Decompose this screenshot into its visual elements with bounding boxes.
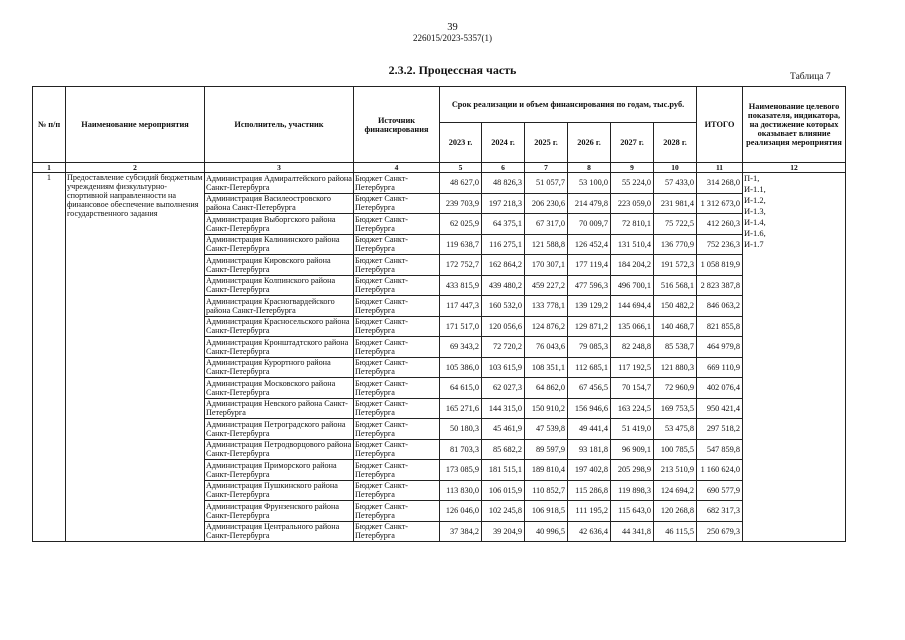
value-2026-cell: 156 946,6: [568, 398, 611, 419]
executor-cell: Администрация Кронштадтского района Санкт-Петербурга: [205, 337, 354, 358]
value-2023-cell: 50 180,3: [440, 419, 482, 440]
indicator-list: [743, 173, 846, 542]
value-2024-cell: 39 204,9: [482, 521, 525, 542]
header-source: Источник финансирования: [354, 87, 440, 163]
header-year-2025: 2025 г.: [525, 123, 568, 163]
executor-cell: Администрация Невского района Санкт-Петербурга: [205, 398, 354, 419]
value-2026-cell: 70 009,7: [568, 214, 611, 235]
source-cell: Бюджет Санкт-Петербурга: [354, 501, 440, 522]
value-2024-cell: 439 480,2: [482, 275, 525, 296]
value-2028-cell: 231 981,4: [654, 193, 697, 214]
source-cell: Бюджет Санкт-Петербурга: [354, 214, 440, 235]
value-2028-cell: 213 510,9: [654, 460, 697, 481]
value-2025-cell: 459 227,2: [525, 275, 568, 296]
value-2023-cell: 113 830,0: [440, 480, 482, 501]
value-2024-cell: 62 027,3: [482, 378, 525, 399]
value-2023-cell: 48 627,0: [440, 173, 482, 194]
value-2023-cell: 172 752,7: [440, 255, 482, 276]
value-2024-cell: 64 375,1: [482, 214, 525, 235]
value-2028-cell: 85 538,7: [654, 337, 697, 358]
value-2024-cell: 72 720,2: [482, 337, 525, 358]
executor-cell: Администрация Приморского района Санкт-Петербурга: [205, 460, 354, 481]
value-2026-cell: 129 871,2: [568, 316, 611, 337]
column-index: 12: [743, 163, 846, 173]
value-2028-cell: 169 753,5: [654, 398, 697, 419]
source-cell: Бюджет Санкт-Петербурга: [354, 337, 440, 358]
column-index: 3: [205, 163, 354, 173]
value-2028-cell: 121 880,3: [654, 357, 697, 378]
total-cell: 690 577,9: [697, 480, 743, 501]
source-cell: Бюджет Санкт-Петербурга: [354, 255, 440, 276]
value-2025-cell: 121 588,8: [525, 234, 568, 255]
source-cell: Бюджет Санкт-Петербурга: [354, 296, 440, 317]
source-cell: Бюджет Санкт-Петербурга: [354, 234, 440, 255]
column-index: 6: [482, 163, 525, 173]
header-year-2026: 2026 г.: [568, 123, 611, 163]
value-2026-cell: 49 441,4: [568, 419, 611, 440]
value-2026-cell: 139 129,2: [568, 296, 611, 317]
column-index: 7: [525, 163, 568, 173]
value-2028-cell: 53 475,8: [654, 419, 697, 440]
value-2027-cell: 70 154,7: [611, 378, 654, 399]
value-2023-cell: 433 815,9: [440, 275, 482, 296]
event-number: 1: [33, 173, 66, 542]
executor-cell: Администрация Курортного района Санкт-Петербурга: [205, 357, 354, 378]
total-cell: 547 859,8: [697, 439, 743, 460]
executor-cell: Администрация Калининского района Санкт-Петербурга: [205, 234, 354, 255]
value-2024-cell: 85 682,2: [482, 439, 525, 460]
value-2027-cell: 223 059,0: [611, 193, 654, 214]
source-cell: Бюджет Санкт-Петербурга: [354, 275, 440, 296]
executor-cell: Администрация Петроградского района Санкт-Петербурга: [205, 419, 354, 440]
value-2027-cell: 82 248,8: [611, 337, 654, 358]
column-index: 8: [568, 163, 611, 173]
value-2023-cell: 62 025,9: [440, 214, 482, 235]
total-cell: 402 076,4: [697, 378, 743, 399]
total-cell: 950 421,4: [697, 398, 743, 419]
total-cell: 464 979,8: [697, 337, 743, 358]
value-2025-cell: 108 351,1: [525, 357, 568, 378]
value-2026-cell: 126 452,4: [568, 234, 611, 255]
indicator-item: И-1.4,: [744, 217, 766, 227]
value-2024-cell: 102 245,8: [482, 501, 525, 522]
header-executor: Исполнитель, участник: [205, 87, 354, 163]
value-2027-cell: 163 224,5: [611, 398, 654, 419]
value-2024-cell: 160 532,0: [482, 296, 525, 317]
total-cell: 2 823 387,8: [697, 275, 743, 296]
total-cell: 297 518,2: [697, 419, 743, 440]
source-cell: Бюджет Санкт-Петербурга: [354, 173, 440, 194]
value-2028-cell: 72 960,9: [654, 378, 697, 399]
header-year-2023: 2023 г.: [440, 123, 482, 163]
column-index: 4: [354, 163, 440, 173]
total-cell: 682 317,3: [697, 501, 743, 522]
executor-cell: Администрация Адмиралтейского района Санкт-Петербурга: [206, 173, 352, 192]
source-cell: Бюджет Санкт-Петербурга: [354, 357, 440, 378]
value-2025-cell: 189 810,4: [525, 460, 568, 481]
value-2023-cell: 69 343,2: [440, 337, 482, 358]
financing-table: [32, 86, 846, 542]
value-2025-cell: 40 996,5: [525, 521, 568, 542]
value-2027-cell: 44 341,8: [611, 521, 654, 542]
total-cell: 314 268,0: [697, 173, 743, 194]
value-2023-cell: 165 271,6: [440, 398, 482, 419]
source-cell: Бюджет Санкт-Петербурга: [354, 521, 440, 542]
source-cell: Бюджет Санкт-Петербурга: [354, 378, 440, 399]
value-2025-cell: 124 876,2: [525, 316, 568, 337]
value-2025-cell: 89 597,9: [525, 439, 568, 460]
value-2027-cell: 51 419,0: [611, 419, 654, 440]
value-2027-cell: 496 700,1: [611, 275, 654, 296]
value-2027-cell: 115 643,0: [611, 501, 654, 522]
column-index: 10: [654, 163, 697, 173]
indicator-item: П-1,: [744, 173, 760, 183]
value-2026-cell: 477 596,3: [568, 275, 611, 296]
executor-cell: Администрация Фрунзенского района Санкт-Петербурга: [205, 501, 354, 522]
source-cell: Бюджет Санкт-Петербурга: [354, 316, 440, 337]
source-cell: Бюджет Санкт-Петербурга: [354, 460, 440, 481]
column-index-row: [33, 163, 846, 173]
value-2024-cell: 116 275,1: [482, 234, 525, 255]
source-cell: Бюджет Санкт-Петербурга: [354, 480, 440, 501]
value-2025-cell: 133 778,1: [525, 296, 568, 317]
value-2023-cell: 126 046,0: [440, 501, 482, 522]
value-2023-cell: 171 517,0: [440, 316, 482, 337]
value-2026-cell: 177 119,4: [568, 255, 611, 276]
column-index: 9: [611, 163, 654, 173]
value-2025-cell: 170 307,1: [525, 255, 568, 276]
page-number: 39: [447, 22, 458, 33]
document-id: 226015/2023-5357(1): [413, 33, 492, 43]
value-2024-cell: 48 826,3: [482, 173, 525, 194]
executor-cell: Администрация Василеостровского района Санкт-Петербурга: [205, 193, 354, 214]
value-2028-cell: 120 268,8: [654, 501, 697, 522]
value-2023-cell: 117 447,3: [440, 296, 482, 317]
value-2027-cell: 205 298,9: [611, 460, 654, 481]
column-index: 11: [697, 163, 743, 173]
executor-cell: Администрация Пушкинского района Санкт-Петербурга: [205, 480, 354, 501]
value-2027-cell: 135 066,1: [611, 316, 654, 337]
value-2025-cell: 67 317,0: [525, 214, 568, 235]
value-2027-cell: 55 224,0: [611, 173, 654, 194]
value-2024-cell: 106 015,9: [482, 480, 525, 501]
total-cell: 752 236,3: [697, 234, 743, 255]
value-2023-cell: 37 384,2: [440, 521, 482, 542]
value-2027-cell: 117 192,5: [611, 357, 654, 378]
executor-cell: Администрация Петродворцового района Санкт-Петербурга: [205, 439, 354, 460]
column-index: 5: [440, 163, 482, 173]
value-2028-cell: 150 482,2: [654, 296, 697, 317]
value-2026-cell: 53 100,0: [568, 173, 611, 194]
column-index: 1: [33, 163, 66, 173]
total-cell: 250 679,3: [697, 521, 743, 542]
header-year-2028: 2028 г.: [654, 123, 697, 163]
value-2024-cell: 197 218,3: [482, 193, 525, 214]
value-2027-cell: 96 909,1: [611, 439, 654, 460]
value-2024-cell: 181 515,1: [482, 460, 525, 481]
source-cell: Бюджет Санкт-Петербурга: [354, 439, 440, 460]
value-2028-cell: 136 770,9: [654, 234, 697, 255]
value-2025-cell: 106 918,5: [525, 501, 568, 522]
event-name: Предоставление субсидий бюджетным учреждениям физкультурно-спортивной направленности на финансовое обеспечение выполнения государственного задания: [66, 173, 205, 542]
executor-cell: Администрация Центрального района Санкт-Петербурга: [205, 521, 354, 542]
value-2026-cell: 197 402,8: [568, 460, 611, 481]
value-2028-cell: 191 572,3: [654, 255, 697, 276]
value-2026-cell: 111 195,2: [568, 501, 611, 522]
value-2025-cell: 76 043,6: [525, 337, 568, 358]
value-2025-cell: 64 862,0: [525, 378, 568, 399]
total-cell: 669 110,9: [697, 357, 743, 378]
indicator-item: И-1.1,: [744, 184, 766, 194]
value-2024-cell: 162 864,2: [482, 255, 525, 276]
executor-cell: Администрация Московского района Санкт-Петербурга: [205, 378, 354, 399]
value-2024-cell: 120 056,6: [482, 316, 525, 337]
total-cell: 1 058 819,9: [697, 255, 743, 276]
value-2025-cell: 51 057,7: [525, 173, 568, 194]
indicator-item: И-1.2,: [744, 195, 766, 205]
value-2025-cell: 206 230,6: [525, 193, 568, 214]
value-2027-cell: 131 510,4: [611, 234, 654, 255]
source-cell: Бюджет Санкт-Петербурга: [354, 419, 440, 440]
value-2028-cell: 124 694,2: [654, 480, 697, 501]
section-title: 2.3.2. Процессная часть: [388, 63, 517, 77]
value-2023-cell: 64 615,0: [440, 378, 482, 399]
value-2023-cell: 105 386,0: [440, 357, 482, 378]
executor-cell: Администрация Кировского района Санкт-Петербурга: [205, 255, 354, 276]
value-2026-cell: 214 479,8: [568, 193, 611, 214]
value-2025-cell: 110 852,7: [525, 480, 568, 501]
executor-cell: Администрация Выборгского района Санкт-Петербурга: [205, 214, 354, 235]
header-num: № п/п: [33, 87, 66, 163]
total-cell: 821 855,8: [697, 316, 743, 337]
indicator-item: И-1.6,: [744, 228, 766, 238]
value-2023-cell: 173 085,9: [440, 460, 482, 481]
value-2026-cell: 93 181,8: [568, 439, 611, 460]
value-2025-cell: 47 539,8: [525, 419, 568, 440]
value-2026-cell: 115 286,8: [568, 480, 611, 501]
value-2024-cell: 144 315,0: [482, 398, 525, 419]
value-2028-cell: 57 433,0: [654, 173, 697, 194]
indicator-item: И-1.7: [744, 239, 764, 249]
value-2025-cell: 150 910,2: [525, 398, 568, 419]
header-indicator: Наименование целевого показателя, индикатора, на достижение которых оказывает влияние реализация мероприятия: [743, 87, 846, 163]
value-2026-cell: 79 085,3: [568, 337, 611, 358]
executor-cell: Администрация Красногвардейского района Санкт-Петербурга: [205, 296, 354, 317]
value-2023-cell: 239 703,9: [440, 193, 482, 214]
column-index: 2: [66, 163, 205, 173]
value-2027-cell: 144 694,4: [611, 296, 654, 317]
header-total: ИТОГО: [697, 87, 743, 163]
source-cell: Бюджет Санкт-Петербурга: [354, 193, 440, 214]
executor-cell: Администрация Колпинского района Санкт-Петербурга: [205, 275, 354, 296]
total-cell: 1 160 624,0: [697, 460, 743, 481]
value-2026-cell: 42 636,4: [568, 521, 611, 542]
indicator-item: И-1.3,: [744, 206, 766, 216]
value-2024-cell: 45 461,9: [482, 419, 525, 440]
table-label: Таблица 7: [790, 72, 831, 82]
value-2023-cell: 119 638,7: [440, 234, 482, 255]
value-2028-cell: 100 785,5: [654, 439, 697, 460]
value-2026-cell: 112 685,1: [568, 357, 611, 378]
header-period: Срок реализации и объем финансирования по годам, тыс.руб.: [440, 87, 697, 123]
header-year-2024: 2024 г.: [482, 123, 525, 163]
value-2023-cell: 81 703,3: [440, 439, 482, 460]
header-year-2027: 2027 г.: [611, 123, 654, 163]
value-2024-cell: 103 615,9: [482, 357, 525, 378]
value-2027-cell: 119 898,3: [611, 480, 654, 501]
total-cell: 846 063,2: [697, 296, 743, 317]
source-cell: Бюджет Санкт-Петербурга: [354, 398, 440, 419]
header-event-name: Наименование мероприятия: [66, 87, 205, 163]
value-2027-cell: 72 810,1: [611, 214, 654, 235]
total-cell: 1 312 673,0: [697, 193, 743, 214]
value-2028-cell: 516 568,1: [654, 275, 697, 296]
value-2028-cell: 46 115,5: [654, 521, 697, 542]
table-row: [33, 173, 846, 194]
value-2028-cell: 75 722,5: [654, 214, 697, 235]
value-2028-cell: 140 468,7: [654, 316, 697, 337]
value-2026-cell: 67 456,5: [568, 378, 611, 399]
value-2027-cell: 184 204,2: [611, 255, 654, 276]
total-cell: 412 260,3: [697, 214, 743, 235]
executor-cell: Администрация Красносельского района Санкт-Петербурга: [205, 316, 354, 337]
